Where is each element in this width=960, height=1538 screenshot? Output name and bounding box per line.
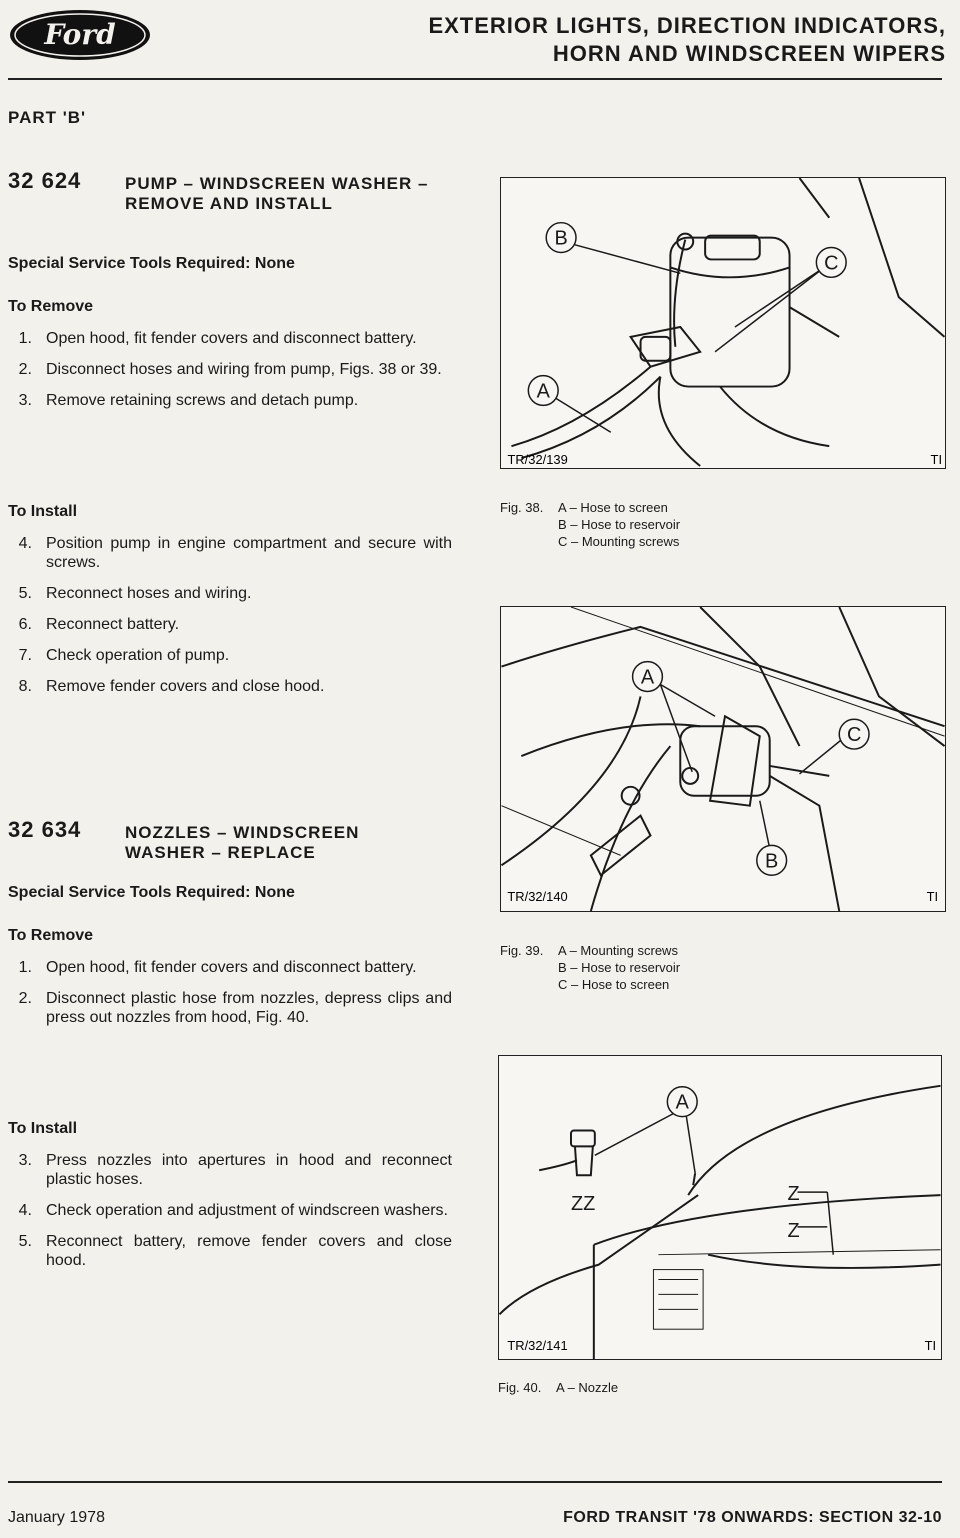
section1-install-heading: To Install — [8, 503, 78, 520]
step-text: Position pump in engine compartment and secure with screws. — [46, 535, 452, 571]
step-number: 3. — [18, 1152, 32, 1169]
fig38-ref: TR/32/139 — [507, 452, 568, 468]
caption-line: B – Hose to reservoir — [558, 517, 681, 532]
step-number: 5. — [18, 1233, 32, 1250]
step-text: Reconnect hoses and wiring. — [46, 585, 252, 602]
step-text: Open hood, fit fender covers and disconnect battery. — [46, 959, 417, 976]
step-number: 2. — [18, 990, 32, 1007]
figure-40 — [498, 1055, 942, 1360]
fig38-label-a: A — [536, 380, 550, 403]
caption-line: A – Mounting screws — [558, 943, 678, 958]
step-text: Disconnect hoses and wiring from pump, Figs. 38 or 39. — [46, 361, 442, 378]
footer-section: FORD TRANSIT '78 ONWARDS: SECTION 32-10 — [563, 1509, 942, 1526]
figure-38-caption — [500, 499, 680, 550]
section2-install-list — [8, 1151, 452, 1282]
section1-number: 32 624 — [8, 168, 82, 193]
fig39-mark: TI — [926, 889, 939, 905]
part-label: PART 'B' — [8, 108, 87, 127]
figure-39 — [500, 606, 946, 912]
section1-remove-list — [8, 329, 452, 422]
figure-40-caption — [498, 1379, 618, 1396]
caption-line: C – Mounting screws — [558, 534, 680, 549]
figure-38-illustration — [501, 178, 945, 468]
list-item — [8, 989, 452, 1027]
fig38-label-b: B — [554, 227, 568, 250]
section1-remove-heading: To Remove — [8, 298, 94, 315]
section1-install-list — [8, 534, 452, 708]
step-text: Disconnect plastic hose from nozzles, depress clips and press out nozzles from hood, Fig. 40. — [46, 990, 452, 1026]
step-number: 1. — [18, 330, 32, 347]
fig39-label-c: C — [846, 724, 862, 747]
fig39-label-b: B — [765, 850, 779, 873]
footer-rule — [8, 1481, 942, 1483]
caption-lead: Fig. 39. — [500, 943, 544, 958]
caption-line: B – Hose to reservoir — [558, 960, 681, 975]
section1-title: PUMP – WINDSCREEN WASHER – REMOVE AND INSTALL — [125, 174, 429, 213]
figure-39-illustration — [501, 607, 945, 911]
step-text: Reconnect battery, remove fender covers and close hood. — [46, 1233, 452, 1269]
fig38-mark: TI — [930, 452, 943, 468]
fig38-label-c: C — [824, 252, 839, 275]
header-rule — [8, 78, 942, 80]
caption-line: A – Hose to screen — [558, 500, 668, 515]
section2-tools: Special Service Tools Required: None — [8, 884, 295, 901]
section1-tools: Special Service Tools Required: None — [8, 255, 295, 272]
step-number: 7. — [18, 647, 32, 664]
list-item — [8, 646, 452, 665]
section2-install-heading: To Install — [8, 1120, 78, 1137]
step-text: Press nozzles into apertures in hood and reconnect plastic hoses. — [46, 1152, 452, 1188]
step-number: 2. — [18, 361, 32, 378]
fig40-label-a: A — [675, 1091, 689, 1114]
section2-number: 32 634 — [8, 817, 82, 842]
ford-logo — [8, 8, 152, 62]
list-item — [8, 534, 452, 572]
caption-lead: Fig. 38. — [500, 500, 544, 515]
step-number: 8. — [18, 678, 32, 695]
figure-40-illustration — [499, 1056, 941, 1359]
fig40-label-zz: ZZ — [570, 1192, 596, 1215]
step-text: Check operation and adjustment of windscreen washers. — [46, 1202, 448, 1219]
step-text: Open hood, fit fender covers and disconnect battery. — [46, 330, 417, 347]
step-number: 3. — [18, 392, 32, 409]
title-line-2: HORN AND WINDSCREEN WIPERS — [552, 41, 946, 66]
fig40-ref: TR/32/141 — [507, 1338, 568, 1354]
list-item — [8, 391, 452, 410]
figure-38 — [500, 177, 946, 469]
list-item — [8, 958, 452, 977]
list-item — [8, 360, 452, 379]
section2-remove-heading: To Remove — [8, 927, 94, 944]
list-item — [8, 329, 452, 348]
page-title — [428, 12, 946, 68]
list-item — [8, 615, 452, 634]
logo-text: Ford — [44, 18, 116, 51]
caption-lead: Fig. 40. — [498, 1380, 542, 1395]
fig40-label-z-bottom: Z — [787, 1219, 800, 1242]
caption-line: C – Hose to screen — [558, 977, 670, 992]
step-text: Remove fender covers and close hood. — [46, 678, 325, 695]
fig40-mark: TI — [924, 1338, 937, 1354]
fig39-label-a: A — [640, 666, 655, 689]
list-item — [8, 584, 452, 603]
step-number: 4. — [18, 1202, 32, 1219]
step-number: 1. — [18, 959, 32, 976]
list-item — [8, 677, 452, 696]
fig40-label-z-top: Z — [787, 1183, 800, 1206]
list-item — [8, 1201, 452, 1220]
step-text: Check operation of pump. — [46, 647, 230, 664]
caption-line: A – Nozzle — [556, 1380, 619, 1395]
step-text: Reconnect battery. — [46, 616, 180, 633]
list-item — [8, 1151, 452, 1189]
figure-39-caption — [500, 942, 680, 993]
step-number: 4. — [18, 535, 32, 552]
section2-remove-list — [8, 958, 452, 1039]
step-number: 5. — [18, 585, 32, 602]
title-line-1: EXTERIOR LIGHTS, DIRECTION INDICATORS, — [428, 13, 946, 38]
section2-title: NOZZLES – WINDSCREEN WASHER – REPLACE — [125, 823, 360, 862]
fig39-ref: TR/32/140 — [507, 889, 568, 905]
list-item — [8, 1232, 452, 1270]
step-text: Remove retaining screws and detach pump. — [46, 392, 359, 409]
step-number: 6. — [18, 616, 32, 633]
footer-date: January 1978 — [8, 1509, 105, 1526]
